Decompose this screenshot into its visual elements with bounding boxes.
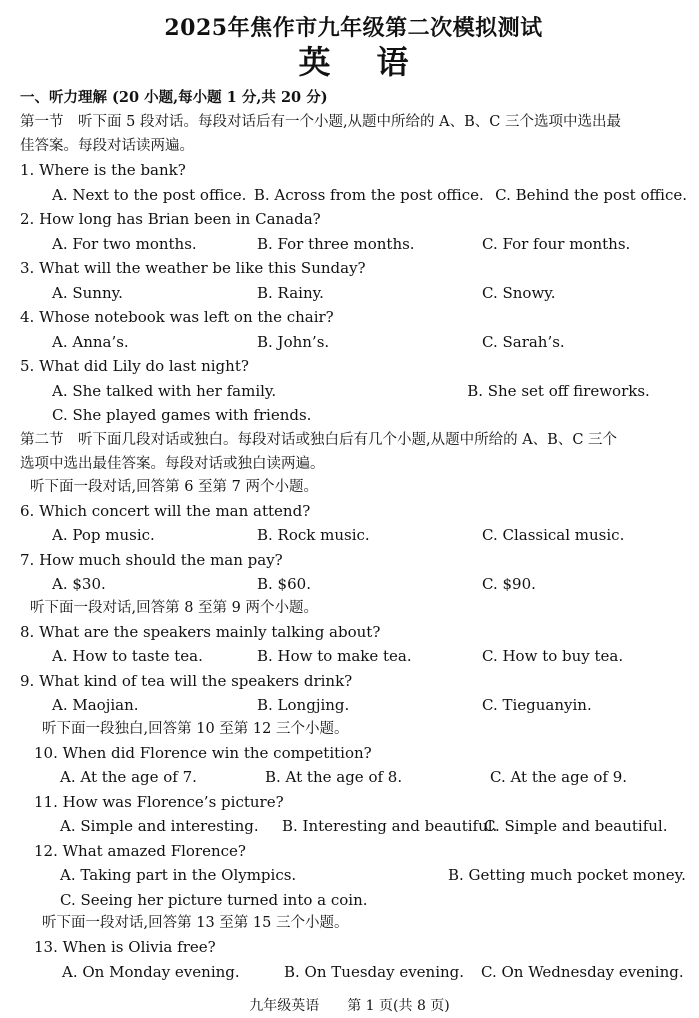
question-options bbox=[20, 330, 687, 355]
option-b: B. Getting much pocket money. bbox=[448, 866, 686, 884]
option-b: B. At the age of 8. bbox=[265, 768, 403, 786]
question-stem: 1. Where is the bank? bbox=[20, 161, 186, 179]
listening-note: 听下面一段独白,回答第 10 至第 12 三个小题。 bbox=[42, 720, 349, 737]
option-c: C. She played games with friends. bbox=[52, 406, 312, 424]
question-stem: 2. How long has Brian been in Canada? bbox=[20, 210, 321, 228]
option-c: C. Sarah’s. bbox=[482, 332, 565, 351]
option-a: A. For two months. bbox=[52, 234, 197, 253]
question-options bbox=[20, 281, 687, 306]
option-a: A. At the age of 7. bbox=[60, 768, 197, 786]
question-stem: 6. Which concert will the man attend? bbox=[20, 501, 311, 520]
option-a: A. Pop music. bbox=[52, 526, 155, 544]
question-1 bbox=[20, 158, 687, 207]
option-b: B. Longjing. bbox=[257, 696, 350, 714]
option-b: B. Rock music. bbox=[257, 526, 370, 544]
section1-instruction-line2: 佳答案。每段对话读两遍。 bbox=[20, 138, 194, 154]
option-a: A. How to taste tea. bbox=[52, 647, 203, 665]
question-options bbox=[20, 644, 687, 669]
section2-instruction-line2: 选项中选出最佳答案。每段对话或独白读两遍。 bbox=[20, 455, 325, 472]
option-a: A. She talked with her family. bbox=[52, 381, 277, 400]
question-7 bbox=[20, 548, 687, 597]
option-c: C. Simple and beautiful. bbox=[484, 817, 668, 835]
question-stem: 8. What are the speakers mainly talking about? bbox=[20, 622, 381, 641]
question-options bbox=[20, 960, 687, 985]
question-stem: 13. When is Olivia free? bbox=[34, 938, 216, 956]
option-c: C. How to buy tea. bbox=[482, 647, 624, 665]
question-13 bbox=[20, 935, 687, 984]
question-10 bbox=[20, 741, 687, 790]
page-footer: 九年级英语 第 1 页(共 8 页) bbox=[249, 998, 450, 1014]
question-6 bbox=[20, 499, 687, 548]
question-stem: 5. What did Lily do last night? bbox=[20, 357, 249, 375]
part-heading: 一、听力理解 (20 小题,每小题 1 分,共 20 分) bbox=[20, 89, 328, 106]
question-3 bbox=[20, 256, 687, 305]
option-c: C. For four months. bbox=[482, 234, 631, 253]
option-b: B. For three months. bbox=[257, 234, 415, 253]
question-options bbox=[20, 523, 687, 548]
question-stem: 10. When did Florence win the competition? bbox=[34, 743, 372, 762]
option-a: A. Taking part in the Olympics. bbox=[60, 866, 297, 884]
question-4 bbox=[20, 305, 687, 354]
listening-note: 听下面一段对话,回答第 8 至第 9 两个小题。 bbox=[30, 599, 318, 616]
question-stem: 3. What will the weather be like this Sunday? bbox=[20, 259, 366, 277]
option-a: A. $30. bbox=[52, 575, 106, 593]
option-b: B. Interesting and beautiful. bbox=[282, 817, 498, 835]
option-a: A. Anna’s. bbox=[52, 332, 129, 351]
option-b: B. On Tuesday evening. bbox=[284, 962, 465, 981]
question-options bbox=[20, 765, 687, 790]
option-c: C. On Wednesday evening. bbox=[481, 962, 684, 981]
question-stem: 7. How much should the man pay? bbox=[20, 550, 283, 569]
option-c: C. Classical music. bbox=[482, 526, 625, 544]
question-stem: 11. How was Florence’s picture? bbox=[34, 792, 284, 811]
question-options bbox=[20, 232, 687, 257]
exam-title: 2025年焦作市九年级第二次模拟测试 bbox=[164, 15, 543, 41]
listening-note: 听下面一段对话,回答第 6 至第 7 两个小题。 bbox=[30, 478, 318, 495]
section2-instruction-line1: 第二节 听下面几段对话或独白。每段对话或独白后有几个小题,从题中所给的 A、B、C 三个 bbox=[20, 431, 618, 448]
question-9 bbox=[20, 669, 687, 718]
option-a: A. On Monday evening. bbox=[62, 962, 240, 981]
question-stem: 9. What kind of tea will the speakers drink? bbox=[20, 671, 353, 690]
exam-page bbox=[0, 14, 699, 1018]
question-options bbox=[20, 814, 687, 839]
option-b: B. $60. bbox=[257, 575, 311, 593]
question-5 bbox=[20, 354, 687, 428]
option-a: A. Next to the post office. bbox=[52, 185, 247, 204]
option-a: A. Simple and interesting. bbox=[60, 817, 259, 835]
question-11 bbox=[20, 790, 687, 839]
option-a: A. Sunny. bbox=[52, 283, 123, 302]
question-options bbox=[20, 863, 687, 888]
question-options bbox=[20, 379, 687, 404]
option-a: A. Maojian. bbox=[52, 696, 139, 714]
option-c: C. Snowy. bbox=[482, 283, 556, 302]
section1-instruction-line1: 第一节 听下面 5 段对话。每段对话后有一个小题,从题中所给的 A、B、C 三个选项中选出最 bbox=[20, 114, 621, 130]
option-b: B. Across from the post office. bbox=[253, 185, 484, 204]
subject-title: 英语 bbox=[298, 43, 455, 81]
option-c: C. $90. bbox=[482, 575, 536, 593]
question-options bbox=[20, 183, 687, 208]
option-c: C. Behind the post office. bbox=[495, 185, 687, 204]
option-b: B. Rainy. bbox=[257, 283, 324, 302]
question-options bbox=[20, 572, 687, 597]
question-12 bbox=[20, 839, 687, 913]
listening-note: 听下面一段对话,回答第 13 至第 15 三个小题。 bbox=[42, 915, 349, 931]
option-c: C. At the age of 9. bbox=[490, 768, 628, 786]
question-8 bbox=[20, 620, 687, 669]
question-stem: 4. Whose notebook was left on the chair? bbox=[20, 308, 334, 326]
option-c: C. Seeing her picture turned into a coin. bbox=[60, 890, 368, 909]
option-b: B. John’s. bbox=[257, 332, 330, 351]
option-c: C. Tieguanyin. bbox=[482, 696, 592, 714]
question-2 bbox=[20, 207, 687, 256]
question-options bbox=[20, 693, 687, 718]
question-stem: 12. What amazed Florence? bbox=[34, 841, 246, 860]
option-b: B. She set off fireworks. bbox=[467, 381, 650, 400]
option-b: B. How to make tea. bbox=[257, 647, 412, 665]
